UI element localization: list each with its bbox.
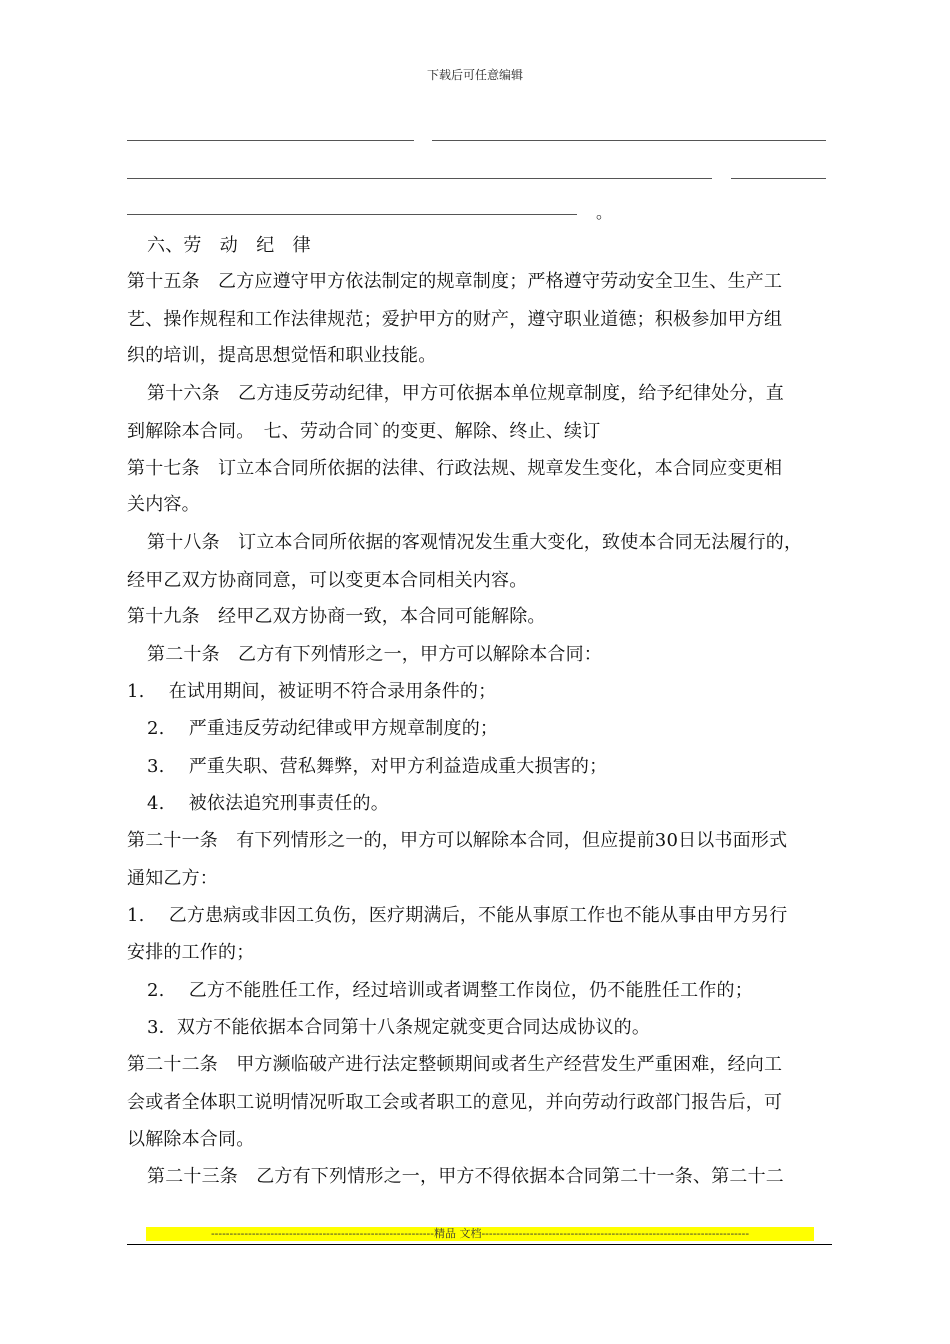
fill-blank-line bbox=[127, 178, 712, 179]
fill-blank-line bbox=[731, 178, 826, 179]
section-heading-labor-discipline: 六、劳 动 纪 律 bbox=[147, 235, 311, 256]
footer-rule bbox=[127, 1244, 832, 1245]
clause-19: 第十九条 经甲乙双方协商一致，本合同可能解除。 bbox=[127, 606, 546, 627]
clause-20: 第二十条 乙方有下列情形之一，甲方可以解除本合同： bbox=[147, 644, 602, 665]
clause-20-item-4: 4. 被依法追究刑事责任的。 bbox=[147, 793, 389, 814]
clause-21-line-2: 通知乙方： bbox=[127, 868, 218, 889]
fill-blank-line bbox=[127, 214, 577, 215]
clause-16-line-2: 到解除本合同。 七、劳动合同`的变更、解除、终止、续订 bbox=[127, 421, 601, 442]
clause-15-line-2: 艺、操作规程和工作法律规范；爱护甲方的财产，遵守职业道德；积极参加甲方组 bbox=[127, 309, 783, 330]
fill-end-mark: 。 bbox=[596, 203, 613, 222]
clause-21-item-2: 2. 乙方不能胜任工作，经过培训或者调整工作岗位，仍不能胜任工作的； bbox=[147, 980, 753, 1001]
clause-15-line-3: 织的培训，提高思想觉悟和职业技能。 bbox=[127, 345, 437, 366]
clause-18-line-2: 经甲乙双方协商同意，可以变更本合同相关内容。 bbox=[127, 570, 528, 591]
fill-blank-line bbox=[127, 140, 414, 141]
clause-15-line-1: 第十五条 乙方应遵守甲方依法制定的规章制度；严格遵守劳动安全卫生、生产工 bbox=[127, 271, 783, 292]
clause-20-item-1: 1. 在试用期间，被证明不符合录用条件的； bbox=[127, 681, 497, 702]
clause-20-item-3: 3. 严重失职、营私舞弊，对甲方利益造成重大损害的； bbox=[147, 756, 608, 777]
footer-banner: ------------------------------------------------------------精品 文档------------------------------------------------------------------------ bbox=[146, 1227, 814, 1241]
header-note: 下载后可任意编辑 bbox=[426, 68, 523, 82]
clause-21-line-1: 第二十一条 有下列情形之一的，甲方可以解除本合同，但应提前30日以书面形式 bbox=[127, 830, 788, 851]
clause-21-item-3: 3．双方不能依据本合同第十八条规定就变更合同达成协议的。 bbox=[147, 1017, 651, 1038]
clause-20-item-2: 2. 严重违反劳动纪律或甲方规章制度的； bbox=[147, 718, 499, 739]
clause-22-line-3: 以解除本合同。 bbox=[127, 1129, 255, 1150]
clause-21-item-1-line-1: 1. 乙方患病或非因工负伤，医疗期满后，不能从事原工作也不能从事由甲方另行 bbox=[127, 905, 788, 926]
clause-23-line-1: 第二十三条 乙方有下列情形之一，甲方不得依据本合同第二十一条、第二十二 bbox=[147, 1166, 784, 1187]
clause-22-line-2: 会或者全体职工说明情况听取工会或者职工的意见，并向劳动行政部门报告后，可 bbox=[127, 1092, 783, 1113]
clause-18-line-1: 第十八条 订立本合同所依据的客观情况发生重大变化，致使本合同无法履行的， bbox=[147, 532, 803, 553]
clause-17-line-2: 关内容。 bbox=[127, 494, 200, 515]
clause-21-item-1-line-2: 安排的工作的； bbox=[127, 942, 255, 963]
clause-22-line-1: 第二十二条 甲方濒临破产进行法定整顿期间或者生产经营发生严重困难，经向工 bbox=[127, 1054, 783, 1075]
clause-16-line-1: 第十六条 乙方违反劳动纪律，甲方可依据本单位规章制度，给予纪律处分，直 bbox=[147, 383, 784, 404]
clause-17-line-1: 第十七条 订立本合同所依据的法律、行政法规、规章发生变化，本合同应变更相 bbox=[127, 458, 783, 479]
fill-blank-line bbox=[432, 140, 826, 141]
